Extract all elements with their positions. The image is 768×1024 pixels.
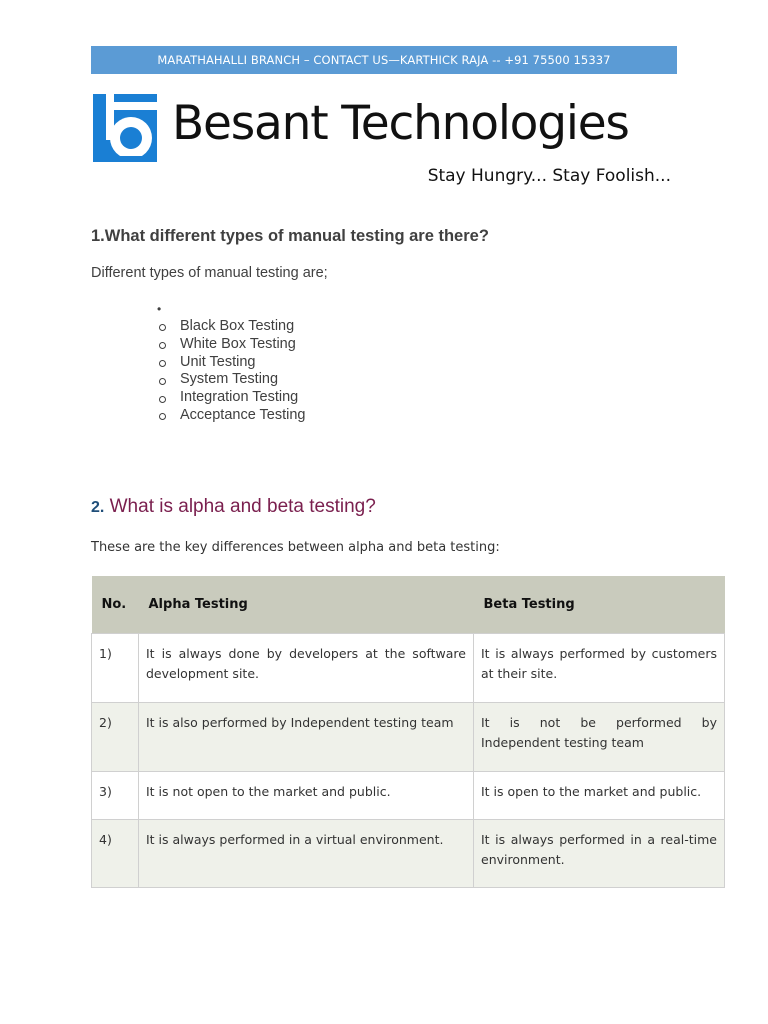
question-1-intro: Different types of manual testing are; [91,265,328,281]
list-item: Acceptance Testing [157,407,305,425]
circle-bullet-icon [159,342,166,349]
alpha-beta-comparison-table [91,576,725,888]
question-2-text: What is alpha and beta testing? [109,496,376,517]
table-row [92,634,725,703]
header-no: No. [92,576,139,634]
question-2-heading [91,496,376,518]
circle-bullet-icon [159,378,166,385]
circle-bullet-icon [159,324,166,331]
table-header-row [92,576,725,634]
table-row [92,820,725,888]
circle-bullet-icon [159,396,166,403]
header-beta: Beta Testing [474,576,725,634]
brand-name: Besant Technologies [172,96,629,151]
question-1-heading: 1.What different types of manual testing are there? [91,227,489,245]
tagline: Stay Hungry... Stay Foolish... [427,166,671,186]
list-item: Black Box Testing [157,318,305,336]
beta-cell: It is not be performed by Independent testing team [474,703,725,772]
table-row [92,772,725,820]
list-item: White Box Testing [157,336,305,354]
alpha-cell: It is always done by developers at the software development site. [139,634,474,703]
beta-cell: It is always performed by customers at their site. [474,634,725,703]
row-number: 4) [92,820,139,888]
contact-bar [91,46,677,74]
beta-cell: It is always performed in a real-time environment. [474,820,725,888]
beta-cell: It is open to the market and public. [474,772,725,820]
header-alpha: Alpha Testing [139,576,474,634]
row-number: 1) [92,634,139,703]
manual-testing-types-list [157,318,305,425]
alpha-cell: It is always performed in a virtual environment. [139,820,474,888]
circle-bullet-icon [159,413,166,420]
row-number: 3) [92,772,139,820]
list-item: Unit Testing [157,354,305,372]
alpha-cell: It is not open to the market and public. [139,772,474,820]
contact-text: MARATHAHALLI BRANCH – CONTACT US—KARTHICK RAJA -- +91 75500 15337 [157,53,611,67]
question-2-number: 2. [91,499,105,516]
list-item: Integration Testing [157,389,305,407]
bullet-dot: • [157,302,162,316]
besant-logo-icon [93,94,157,162]
list-item: System Testing [157,371,305,389]
row-number: 2) [92,703,139,772]
alpha-cell: It is also performed by Independent testing team [139,703,474,772]
table-row [92,703,725,772]
question-2-intro: These are the key differences between alpha and beta testing: [91,540,500,555]
circle-bullet-icon [159,360,166,367]
